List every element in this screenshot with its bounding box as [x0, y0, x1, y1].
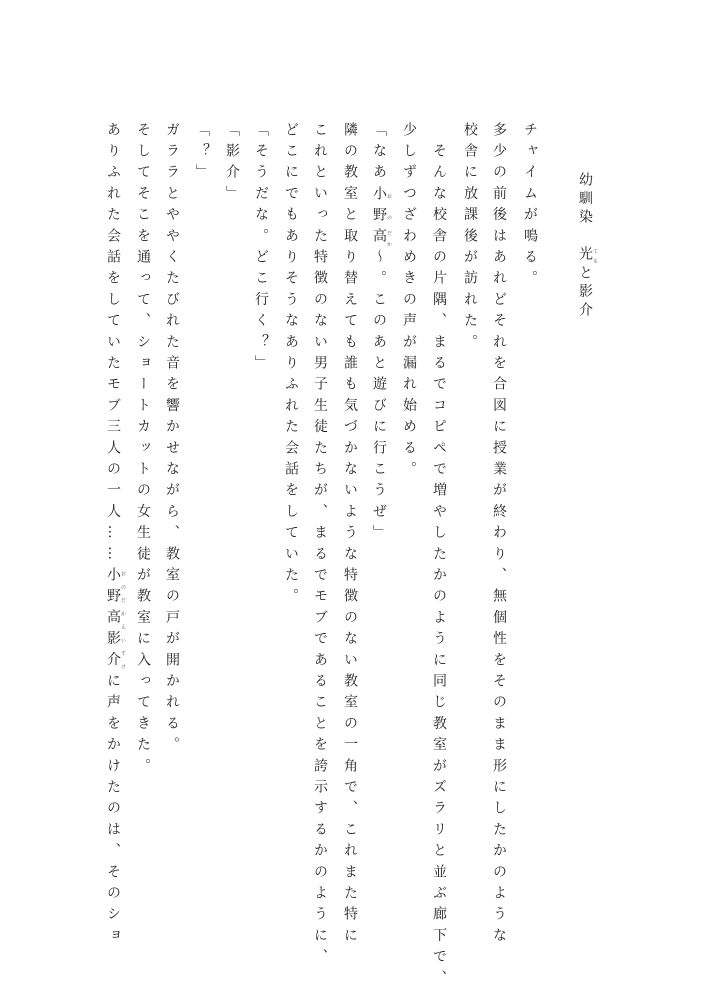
- text-line-11: 「影介」: [224, 122, 240, 207]
- text-line-7: 隣の教室と取り替えても誰も気づかないような特徴のない教室の一角で、これまた特に: [342, 122, 358, 949]
- text-line-8: これといった特徴のない男子生徒たちが、まるでモブであることを誇示するかのように、: [312, 122, 328, 970]
- text-line-4: そんな校舎の片隅、まるでコピペで増やしたかのように同じ教室がズラリと並ぶ廊下で、: [431, 122, 447, 992]
- text-line-5: 少しずつざわめきの声が漏れ始める。: [401, 122, 417, 483]
- title-heading: 幼馴染: [577, 172, 593, 228]
- title-ruby: 光 てる: [577, 246, 598, 266]
- text-line-10: 「そうだな。どこ行く？」: [253, 122, 269, 377]
- story-title: [578, 172, 598, 321]
- text-line-13: ガララとややくたびれた音を響かせながら、教室の戸が開かれる。: [164, 122, 180, 758]
- text-line-6: 「なあ小 お野 の高 だか〜。このあと遊びに行こうぜ」: [371, 122, 392, 547]
- text-line-9: どこにでもありそうなありふれた会話をしていた。: [283, 122, 299, 610]
- text-line-2: 多少の前後はあれどそれを合図に授業が終わり、無個性をそのまま形にしたかのような: [491, 122, 507, 949]
- text-line-3: 校舎に放課後が訪れた。: [462, 122, 478, 356]
- text-line-1: チャイムが鳴る。: [522, 122, 538, 292]
- text-line-14: そしてそこを通って、ショートカットの女生徒が教室に入ってきた。: [135, 122, 151, 780]
- title-tail: と影介: [577, 265, 593, 321]
- text-line-12: 「？」: [194, 122, 210, 186]
- text-line-15: ありふれた会話をしていたモブ三人の一人……小野高影介 おのだかえいすけに声をかけたのは、そのショ: [105, 122, 126, 949]
